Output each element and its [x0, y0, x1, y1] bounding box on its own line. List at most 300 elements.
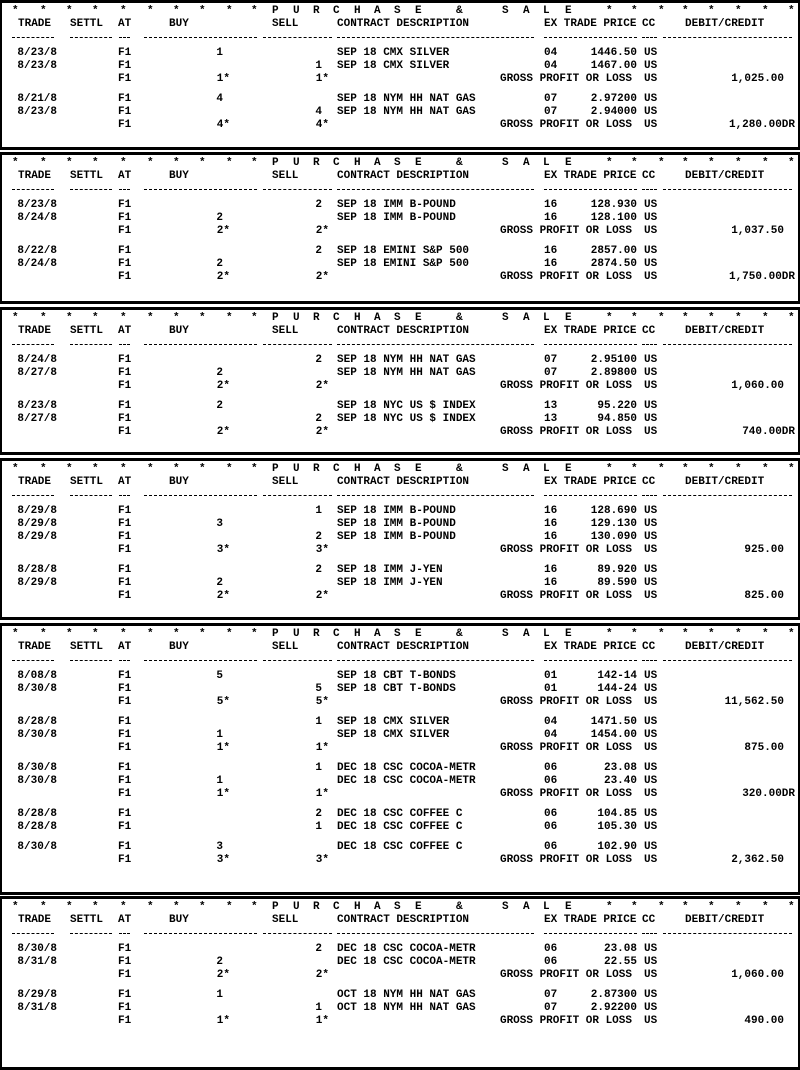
- column-rule: [337, 344, 534, 345]
- header-star: *: [199, 463, 206, 475]
- trade-row: [2, 106, 798, 119]
- header-title-letter: L: [543, 5, 550, 17]
- header-title-letter: E: [565, 5, 572, 17]
- currency-code: US: [644, 775, 658, 787]
- col-contract: CONTRACT DESCRIPTION: [337, 914, 470, 926]
- trade-price: 23.40: [603, 775, 637, 787]
- trade-date: 8/30/8: [17, 841, 57, 853]
- column-rule: [337, 189, 534, 190]
- contract-description: SEP 18 CMX SILVER: [337, 716, 450, 728]
- header-star: *: [762, 901, 769, 913]
- contract-description: DEC 18 CSC COCOA-METR: [337, 943, 476, 955]
- currency-code: US: [644, 212, 658, 224]
- header-star: *: [788, 157, 795, 169]
- sell-qty: 2: [315, 413, 322, 425]
- exchange-code: 16: [544, 258, 558, 270]
- buy-qty: 1: [216, 775, 223, 787]
- trade-row: [2, 670, 798, 683]
- currency-code: US: [644, 413, 658, 425]
- sell-qty: 4: [315, 106, 322, 118]
- header-star: *: [251, 312, 258, 324]
- sell-qty: 1: [315, 762, 322, 774]
- debit-credit-amount: 1,025.00: [731, 73, 784, 85]
- exchange-code: 16: [544, 564, 558, 576]
- header-title-letter: C: [333, 157, 340, 169]
- trade-row: [2, 199, 798, 212]
- col-settl: SETTL: [70, 476, 104, 488]
- contract-description: SEP 18 IMM B-POUND: [337, 212, 456, 224]
- col-ex-price: EX TRADE PRICE: [544, 18, 637, 30]
- col-trade: TRADE: [18, 325, 52, 337]
- trade-row: [2, 683, 798, 696]
- buy-total: 2*: [216, 225, 230, 237]
- summary-row: [2, 590, 798, 603]
- header-star: *: [658, 463, 665, 475]
- header-star: *: [120, 157, 127, 169]
- header-title-row: [2, 312, 798, 325]
- column-rule: [263, 495, 332, 496]
- header-star: *: [92, 312, 99, 324]
- header-star: *: [147, 157, 154, 169]
- currency-code: US: [644, 47, 658, 59]
- header-star: *: [682, 901, 689, 913]
- exchange-code: 06: [544, 956, 558, 968]
- currency-code: US: [644, 590, 658, 602]
- col-contract: CONTRACT DESCRIPTION: [337, 325, 470, 337]
- header-title-letter: L: [543, 157, 550, 169]
- header-title-letter: L: [543, 312, 550, 324]
- header-star: *: [682, 312, 689, 324]
- column-rule: [544, 933, 637, 934]
- contract-description: DEC 18 CSC COFFEE C: [337, 808, 463, 820]
- exchange-code: 06: [544, 943, 558, 955]
- header-title-letter: C: [333, 5, 340, 17]
- summary-row: [2, 742, 798, 755]
- account-type: F1: [118, 821, 132, 833]
- header-star: *: [173, 463, 180, 475]
- summary-row: [2, 225, 798, 238]
- header-title-row: [2, 463, 798, 476]
- trade-date: 8/30/8: [17, 943, 57, 955]
- header-rule-row: [2, 489, 798, 502]
- col-debit-credit: DEBIT/CREDIT: [685, 18, 765, 30]
- contract-description: SEP 18 IMM B-POUND: [337, 199, 456, 211]
- header-star: *: [788, 312, 795, 324]
- header-rule-row: [2, 183, 798, 196]
- column-rule: [544, 37, 637, 38]
- exchange-code: 16: [544, 245, 558, 257]
- column-rule: [119, 37, 130, 38]
- trade-row: [2, 564, 798, 577]
- contract-description: SEP 18 IMM B-POUND: [337, 505, 456, 517]
- currency-code: US: [644, 577, 658, 589]
- account-type: F1: [118, 119, 132, 131]
- header-title-letter: A: [523, 463, 530, 475]
- column-rule: [544, 660, 637, 661]
- sell-total: 2*: [315, 225, 329, 237]
- header-star: *: [682, 628, 689, 640]
- debit-credit-amount: 875.00: [744, 742, 784, 754]
- header-title-row: [2, 901, 798, 914]
- header-star: *: [788, 628, 795, 640]
- col-sell: SELL: [272, 325, 299, 337]
- column-rule: [119, 933, 130, 934]
- currency-code: US: [644, 1015, 658, 1027]
- header-title-letter: S: [394, 463, 401, 475]
- buy-total: 2*: [216, 969, 230, 981]
- statement-panel: [0, 896, 800, 1070]
- account-type: F1: [118, 696, 132, 708]
- header-star: *: [708, 901, 715, 913]
- header-title-letter: H: [354, 628, 361, 640]
- col-contract: CONTRACT DESCRIPTION: [337, 170, 470, 182]
- summary-row: [2, 788, 798, 801]
- trade-price: 2.94000: [590, 106, 637, 118]
- header-star: *: [606, 628, 613, 640]
- trade-date: 8/28/8: [17, 808, 57, 820]
- buy-total: 1*: [216, 1015, 230, 1027]
- gross-profit-label: GROSS PROFIT OR LOSS: [499, 73, 632, 85]
- header-title-letter: A: [374, 157, 381, 169]
- header-title-letter: S: [394, 901, 401, 913]
- buy-total: 5*: [216, 696, 230, 708]
- buy-total: 2*: [216, 590, 230, 602]
- sell-total: 1*: [315, 73, 329, 85]
- contract-description: OCT 18 NYM HH NAT GAS: [337, 989, 476, 1001]
- column-rule: [119, 189, 130, 190]
- col-cc: CC: [642, 476, 656, 488]
- column-rule: [119, 495, 130, 496]
- buy-qty: 2: [216, 258, 223, 270]
- header-star: *: [226, 628, 233, 640]
- header-title-letter: P: [272, 312, 279, 324]
- debit-credit-amount: 1,750.00DR: [728, 271, 795, 283]
- buy-qty: 1: [216, 47, 223, 59]
- header-title-letter: E: [415, 5, 422, 17]
- buy-total: 2*: [216, 426, 230, 438]
- trade-price: 22.55: [603, 956, 637, 968]
- header-title-letter: L: [543, 901, 550, 913]
- header-star: *: [708, 5, 715, 17]
- currency-code: US: [644, 367, 658, 379]
- account-type: F1: [118, 400, 132, 412]
- buy-total: 4*: [216, 119, 230, 131]
- contract-description: SEP 18 NYM HH NAT GAS: [337, 354, 476, 366]
- header-title-letter: E: [415, 157, 422, 169]
- account-type: F1: [118, 93, 132, 105]
- header-star: *: [735, 901, 742, 913]
- trade-price: 129.130: [590, 518, 637, 530]
- currency-code: US: [644, 841, 658, 853]
- col-at: AT: [118, 18, 132, 30]
- trade-price: 23.08: [603, 943, 637, 955]
- header-star: *: [658, 312, 665, 324]
- header-title-letter: &: [456, 312, 463, 324]
- header-star: *: [66, 901, 73, 913]
- currency-code: US: [644, 106, 658, 118]
- header-star: *: [251, 157, 258, 169]
- sell-total: 4*: [315, 119, 329, 131]
- header-title-letter: E: [565, 157, 572, 169]
- header-title-letter: C: [333, 901, 340, 913]
- header-star: *: [173, 628, 180, 640]
- col-at: AT: [118, 914, 132, 926]
- header-star: *: [40, 901, 47, 913]
- trade-date: 8/23/8: [17, 106, 57, 118]
- col-buy: BUY: [169, 476, 189, 488]
- col-cc: CC: [642, 170, 656, 182]
- trade-date: 8/30/8: [17, 775, 57, 787]
- buy-total: 3*: [216, 854, 230, 866]
- column-rule: [70, 495, 112, 496]
- currency-code: US: [644, 531, 658, 543]
- exchange-code: 07: [544, 354, 558, 366]
- buy-total: 2*: [216, 271, 230, 283]
- sell-qty: 2: [315, 564, 322, 576]
- header-title-letter: R: [313, 463, 320, 475]
- sell-qty: 2: [315, 245, 322, 257]
- account-type: F1: [118, 564, 132, 576]
- column-rule: [642, 344, 657, 345]
- column-rule: [12, 37, 54, 38]
- header-star: *: [251, 5, 258, 17]
- account-type: F1: [118, 1015, 132, 1027]
- header-star: *: [12, 463, 19, 475]
- exchange-code: 16: [544, 577, 558, 589]
- col-ex-price: EX TRADE PRICE: [544, 476, 637, 488]
- header-star: *: [92, 5, 99, 17]
- col-settl: SETTL: [70, 325, 104, 337]
- column-rule: [642, 495, 657, 496]
- summary-row: [2, 696, 798, 709]
- currency-code: US: [644, 119, 658, 131]
- currency-code: US: [644, 93, 658, 105]
- trade-price: 130.090: [590, 531, 637, 543]
- gross-profit-label: GROSS PROFIT OR LOSS: [499, 1015, 632, 1027]
- col-trade: TRADE: [18, 914, 52, 926]
- trade-date: 8/23/8: [17, 400, 57, 412]
- exchange-code: 06: [544, 762, 558, 774]
- header-title-letter: E: [565, 312, 572, 324]
- header-star: *: [12, 312, 19, 324]
- currency-code: US: [644, 400, 658, 412]
- header-star: *: [226, 901, 233, 913]
- trade-price: 1454.00: [590, 729, 637, 741]
- trade-price: 2.89800: [590, 367, 637, 379]
- account-type: F1: [118, 544, 132, 556]
- header-title-letter: S: [394, 5, 401, 17]
- trade-price: 94.850: [597, 413, 637, 425]
- buy-total: 3*: [216, 544, 230, 556]
- contract-description: SEP 18 IMM J-YEN: [337, 577, 443, 589]
- summary-row: [2, 1015, 798, 1028]
- trade-row: [2, 716, 798, 729]
- summary-row: [2, 119, 798, 132]
- col-ex-price: EX TRADE PRICE: [544, 325, 637, 337]
- currency-code: US: [644, 544, 658, 556]
- currency-code: US: [644, 354, 658, 366]
- header-title-letter: U: [293, 463, 300, 475]
- col-contract: CONTRACT DESCRIPTION: [337, 641, 470, 653]
- header-star: *: [92, 628, 99, 640]
- header-title-letter: R: [313, 628, 320, 640]
- trade-row: [2, 989, 798, 1002]
- currency-code: US: [644, 762, 658, 774]
- debit-credit-amount: 1,037.50: [731, 225, 784, 237]
- exchange-code: 04: [544, 729, 558, 741]
- col-sell: SELL: [272, 18, 299, 30]
- header-star: *: [762, 628, 769, 640]
- col-trade: TRADE: [18, 18, 52, 30]
- header-title-letter: E: [415, 628, 422, 640]
- col-at: AT: [118, 476, 132, 488]
- summary-row: [2, 854, 798, 867]
- statement-panel: [0, 623, 800, 895]
- header-star: *: [631, 157, 638, 169]
- trade-date: 8/23/8: [17, 60, 57, 72]
- currency-code: US: [644, 73, 658, 85]
- account-type: F1: [118, 590, 132, 602]
- column-rule: [337, 37, 534, 38]
- trade-price: 128.100: [590, 212, 637, 224]
- header-title-letter: U: [293, 901, 300, 913]
- header-star: *: [682, 5, 689, 17]
- header-title-letter: P: [272, 463, 279, 475]
- trade-date: 8/30/8: [17, 729, 57, 741]
- statement-panel: [0, 307, 800, 455]
- header-title-letter: S: [502, 312, 509, 324]
- header-star: *: [147, 5, 154, 17]
- trade-row: [2, 762, 798, 775]
- trade-date: 8/28/8: [17, 821, 57, 833]
- debit-credit-amount: 11,562.50: [724, 696, 784, 708]
- trade-price: 2874.50: [590, 258, 637, 270]
- gross-profit-label: GROSS PROFIT OR LOSS: [499, 788, 632, 800]
- column-rule: [663, 189, 792, 190]
- column-rule: [642, 933, 657, 934]
- exchange-code: 07: [544, 367, 558, 379]
- currency-code: US: [644, 670, 658, 682]
- column-rule: [663, 495, 792, 496]
- sell-qty: 2: [315, 354, 322, 366]
- trade-date: 8/29/8: [17, 518, 57, 530]
- trade-row: [2, 367, 798, 380]
- trade-price: 23.08: [603, 762, 637, 774]
- sell-total: 2*: [315, 969, 329, 981]
- header-star: *: [120, 463, 127, 475]
- header-title-letter: S: [502, 628, 509, 640]
- debit-credit-amount: 1,280.00DR: [728, 119, 795, 131]
- col-cc: CC: [642, 914, 656, 926]
- contract-description: SEP 18 CMX SILVER: [337, 60, 450, 72]
- header-star: *: [147, 628, 154, 640]
- header-title-letter: U: [293, 5, 300, 17]
- header-star: *: [147, 901, 154, 913]
- column-rule: [70, 933, 112, 934]
- trade-row: [2, 93, 798, 106]
- header-rule-row: [2, 31, 798, 44]
- contract-description: SEP 18 NYM HH NAT GAS: [337, 367, 476, 379]
- trade-date: 8/27/8: [17, 367, 57, 379]
- header-title-letter: E: [415, 312, 422, 324]
- column-rule: [119, 344, 130, 345]
- header-star: *: [762, 5, 769, 17]
- header-star: *: [682, 463, 689, 475]
- debit-credit-amount: 490.00: [744, 1015, 784, 1027]
- header-title-letter: H: [354, 5, 361, 17]
- trade-row: [2, 943, 798, 956]
- header-title-letter: E: [415, 463, 422, 475]
- header-title-row: [2, 5, 798, 18]
- trade-row: [2, 47, 798, 60]
- gross-profit-label: GROSS PROFIT OR LOSS: [499, 854, 632, 866]
- header-title-letter: A: [374, 901, 381, 913]
- trade-price: 104.85: [597, 808, 637, 820]
- col-contract: CONTRACT DESCRIPTION: [337, 476, 470, 488]
- header-title-letter: H: [354, 157, 361, 169]
- header-star: *: [40, 312, 47, 324]
- exchange-code: 06: [544, 821, 558, 833]
- currency-code: US: [644, 380, 658, 392]
- header-star: *: [658, 901, 665, 913]
- account-type: F1: [118, 73, 132, 85]
- header-title-letter: H: [354, 901, 361, 913]
- account-type: F1: [118, 47, 132, 59]
- trade-date: 8/31/8: [17, 1002, 57, 1014]
- header-star: *: [12, 901, 19, 913]
- col-trade: TRADE: [18, 641, 52, 653]
- sell-total: 5*: [315, 696, 329, 708]
- buy-qty: 2: [216, 212, 223, 224]
- account-type: F1: [118, 413, 132, 425]
- currency-code: US: [644, 989, 658, 1001]
- header-title-letter: P: [272, 628, 279, 640]
- contract-description: SEP 18 CMX SILVER: [337, 729, 450, 741]
- statement-panel: [0, 0, 800, 150]
- trade-price: 89.590: [597, 577, 637, 589]
- exchange-code: 16: [544, 199, 558, 211]
- sell-qty: 2: [315, 531, 322, 543]
- header-title-letter: S: [394, 312, 401, 324]
- header-star: *: [788, 5, 795, 17]
- header-title-letter: P: [272, 901, 279, 913]
- summary-row: [2, 969, 798, 982]
- col-at: AT: [118, 641, 132, 653]
- currency-code: US: [644, 60, 658, 72]
- sell-total: 3*: [315, 854, 329, 866]
- account-type: F1: [118, 775, 132, 787]
- exchange-code: 01: [544, 670, 558, 682]
- contract-description: SEP 18 IMM J-YEN: [337, 564, 443, 576]
- account-type: F1: [118, 577, 132, 589]
- col-debit-credit: DEBIT/CREDIT: [685, 914, 765, 926]
- header-star: *: [708, 312, 715, 324]
- gross-profit-label: GROSS PROFIT OR LOSS: [499, 544, 632, 556]
- header-star: *: [199, 628, 206, 640]
- header-star: *: [788, 901, 795, 913]
- header-star: *: [631, 901, 638, 913]
- debit-credit-amount: 1,060.00: [731, 380, 784, 392]
- account-type: F1: [118, 212, 132, 224]
- col-ex-price: EX TRADE PRICE: [544, 914, 637, 926]
- summary-row: [2, 73, 798, 86]
- exchange-code: 04: [544, 60, 558, 72]
- trade-date: 8/28/8: [17, 716, 57, 728]
- trade-row: [2, 400, 798, 413]
- header-star: *: [251, 463, 258, 475]
- account-type: F1: [118, 367, 132, 379]
- header-star: *: [199, 5, 206, 17]
